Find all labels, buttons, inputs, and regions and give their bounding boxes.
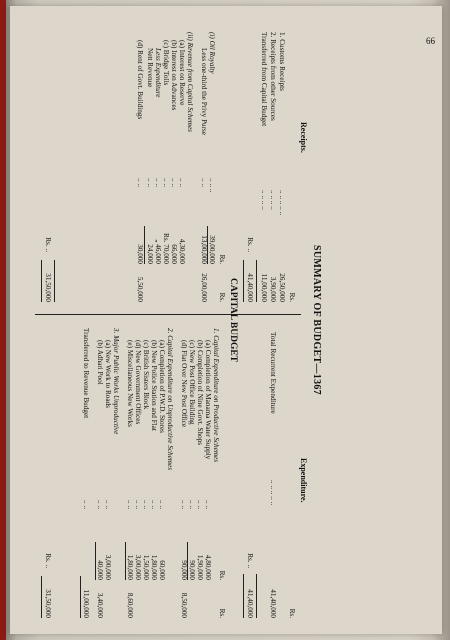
- capital-receipt-amount: 13,00,000: [200, 235, 208, 264]
- summary-receipt-amount: 3,90,000: [269, 276, 277, 302]
- capital-receipt-dots: .. ..: [178, 178, 186, 187]
- summary-receipt-amount: 26,50,000: [278, 273, 286, 302]
- capital-expenditure-rule-2: [125, 542, 126, 580]
- capital-receipt-label: (a) Interest on Reserve: [178, 40, 186, 106]
- book-binding-edge: [0, 0, 6, 640]
- summary-expenditure-dots: .. .. .. .. ..: [269, 480, 277, 506]
- capital-expenditure-dots: .. ..: [126, 500, 134, 509]
- rs-cap-left-1: Rs.: [218, 254, 226, 264]
- capital-receipts-double-rule: [41, 260, 42, 302]
- capital-expenditure-label: (d) Flat Over New Post Office: [180, 340, 188, 428]
- capital-expenditure-total-rule: [80, 576, 81, 618]
- capital-expenditure-dots: .. ..: [150, 500, 158, 509]
- summary-expenditure-rs: Rs. ..: [246, 553, 254, 568]
- summary-receipt-dots: .. .. .. .. ..: [278, 190, 286, 216]
- summary-receipt-label: Transferred from Capital Budget: [260, 32, 268, 127]
- capital-expenditure-amount: 60,000: [158, 560, 166, 580]
- capital-expenditure-subtotal: 8,50,000: [180, 592, 188, 618]
- capital-receipt-dots: .. ..: [136, 178, 144, 187]
- capital-expenditure-dots: .. ..: [158, 500, 166, 509]
- capital-expenditure-label: (c) British Sisters Block: [142, 340, 150, 410]
- capital-expenditure-label: (d) New Government Offices: [134, 340, 142, 425]
- summary-receipt-label: 2. Receipts from other Sources: [269, 32, 277, 121]
- capital-receipt-amount: Rs. 70,000: [162, 233, 170, 264]
- capital-expenditure-label: 1. Capital Expenditure on Productive Schemes: [212, 328, 220, 462]
- capital-receipt-amount: 39,00,000: [208, 235, 216, 264]
- capital-expenditure-dots: .. ..: [196, 500, 204, 509]
- capital-receipt-dots: .. ..: [154, 178, 162, 187]
- capital-expenditure-dots: .. ..: [96, 500, 104, 509]
- page-title: SUMMARY OF BUDGET—1367: [311, 245, 322, 395]
- capital-receipt-amount: 4,30,000: [178, 238, 186, 264]
- capital-receipt-dots: .. ..: [200, 178, 208, 187]
- capital-expenditure-rule-1: [187, 542, 188, 580]
- capital-receipt-rule-2: [144, 226, 145, 264]
- capital-receipt-dots: .. ..: [146, 178, 154, 187]
- capital-expenditure-subtotal: 11,00,000: [82, 589, 90, 618]
- capital-column-divider: [35, 314, 225, 315]
- summary-expenditure-amount: 41,40,000: [269, 589, 277, 618]
- capital-receipt-label: (ii) Revenue from Capital Schemes: [186, 32, 194, 132]
- capital-expenditure-amount: 40,000: [96, 560, 104, 580]
- capital-receipts-total: 31,50,000: [44, 273, 52, 302]
- summary-receipts-double-rule: [243, 260, 244, 302]
- summary-receipts-rs: Rs. ..: [246, 237, 254, 252]
- capital-expenditure-amount: 1,90,000: [196, 554, 204, 580]
- capital-receipt-dots: .. ..: [170, 178, 178, 187]
- capital-expenditure-dots: .. ..: [134, 500, 142, 509]
- capital-expenditure-label: Transferred to Revenue Budget: [82, 328, 90, 419]
- capital-expenditure-dots: .. ..: [188, 500, 196, 509]
- capital-expenditure-dots: .. ..: [104, 500, 112, 509]
- capital-receipt-label: Less one-third the Privy Purse: [200, 48, 208, 136]
- summary-expenditure-double-rule: [243, 574, 244, 618]
- capital-receipt-amount: 24,000: [146, 244, 154, 264]
- capital-expenditure-amount: 1,80,000: [150, 554, 158, 580]
- page-number: 66: [426, 36, 435, 46]
- capital-expenditure-amount: 90,000: [188, 560, 196, 580]
- summary-receipt-dots: .. .. .. ..: [260, 190, 268, 210]
- capital-budget-title: CAPITAL BUDGET: [228, 277, 238, 363]
- expenditure-header: Expenditure.: [299, 458, 308, 503]
- capital-receipt-label: (b) Interest on Advances: [170, 40, 178, 111]
- capital-receipt-amount: „ 46,000: [154, 239, 162, 264]
- receipts-header: Receipts.: [299, 122, 308, 153]
- capital-expenditure-amount: 4,80,000: [204, 554, 212, 580]
- capital-expenditure-amount: 1,80,000: [126, 554, 134, 580]
- capital-expenditure-label: 2. Capital Expenditure on Unproductive Schemes: [166, 328, 174, 470]
- summary-receipts-rule: [256, 260, 257, 302]
- capital-expenditure-subtotal: 3,40,000: [96, 592, 104, 618]
- rs-cap-left-2: Rs.: [218, 292, 226, 302]
- capital-expenditure-dots: .. ..: [142, 500, 150, 509]
- capital-expenditure-label: (c) New Post Office Building: [188, 340, 196, 425]
- capital-receipt-label: Nett Revenue: [146, 48, 154, 88]
- capital-expenditure-label: (a) Completion of Manama Water Supply: [204, 340, 212, 460]
- capital-expenditure-label: (b) New Police Station and Flat: [150, 340, 158, 431]
- capital-expenditure-dots: .. ..: [180, 500, 188, 509]
- capital-expenditure-label: (e) Miscellaneous New Works: [126, 340, 134, 427]
- capital-receipt-amount: 30,000: [136, 244, 144, 264]
- capital-receipt-subtotal: 5,50,000: [136, 276, 144, 302]
- summary-receipt-dots: .. .. .. ..: [269, 190, 277, 210]
- capital-expenditure-label: (b) Adhari Pool: [96, 340, 104, 385]
- capital-expenditure-label: (a) New Work to Roads: [104, 340, 112, 408]
- capital-receipt-label: Less Expenditure: [154, 48, 162, 98]
- capital-receipt-dots: .. .. ..: [208, 178, 216, 193]
- rs-header-left: Rs.: [288, 292, 296, 302]
- capital-receipt-dots: .. ..: [162, 178, 170, 187]
- capital-receipt-label: (d) Rent of Govt. Buildings: [136, 40, 144, 120]
- capital-expenditure-amount: 3,00,000: [104, 554, 112, 580]
- capital-receipt-rule-1: [207, 226, 208, 264]
- summary-receipts-total: 41,40,000: [246, 273, 254, 302]
- summary-expenditure-label: Total Recurrent Expenditure: [269, 332, 277, 414]
- capital-receipt-amount: 66,000: [170, 244, 178, 264]
- capital-receipts-rule: [54, 260, 55, 302]
- capital-expenditure-total: 31,50,000: [44, 589, 52, 618]
- capital-receipt-label: (i) Oil Royalty: [208, 32, 216, 74]
- capital-expenditure-rule-3: [95, 542, 96, 580]
- summary-expenditure-total: 41,40,000: [246, 589, 254, 618]
- capital-expenditure-label: 3. Major Public Works Unproductive: [112, 328, 120, 435]
- summary-receipt-label: 1. Customs Receipts: [278, 32, 286, 91]
- capital-expenditure-subtotal: 8,60,000: [126, 592, 134, 618]
- capital-expenditure-amount: 1,50,000: [142, 554, 150, 580]
- capital-expenditure-label: (b) Completion of Nine Govt. Shops: [196, 340, 204, 446]
- summary-expenditure-rule: [256, 574, 257, 618]
- capital-expenditure-dots: .. ..: [204, 500, 212, 509]
- capital-expenditure-amount: 3,00,000: [134, 554, 142, 580]
- capital-expenditure-amount: 90,000: [180, 560, 188, 580]
- capital-receipt-subtotal: 26,00,000: [200, 273, 208, 302]
- capital-receipts-rs: Rs. ..: [44, 237, 52, 252]
- capital-expenditure-dots: .. ..: [82, 500, 90, 509]
- rs-cap-right-1: Rs.: [218, 570, 226, 580]
- capital-expenditure-label: (a) Completion of P.W.D. Stores: [158, 340, 166, 433]
- capital-expenditure-double-rule: [41, 576, 42, 618]
- summary-receipt-amount: 11,00,000: [260, 273, 268, 302]
- rs-cap-right-2: Rs.: [218, 608, 226, 618]
- rotated-budget-content: [20, 10, 425, 630]
- capital-expenditure-rs: Rs. ..: [44, 553, 52, 568]
- rs-header-right: Rs.: [288, 608, 296, 618]
- capital-receipt-label: (c) Bridge Tolls: [162, 40, 170, 86]
